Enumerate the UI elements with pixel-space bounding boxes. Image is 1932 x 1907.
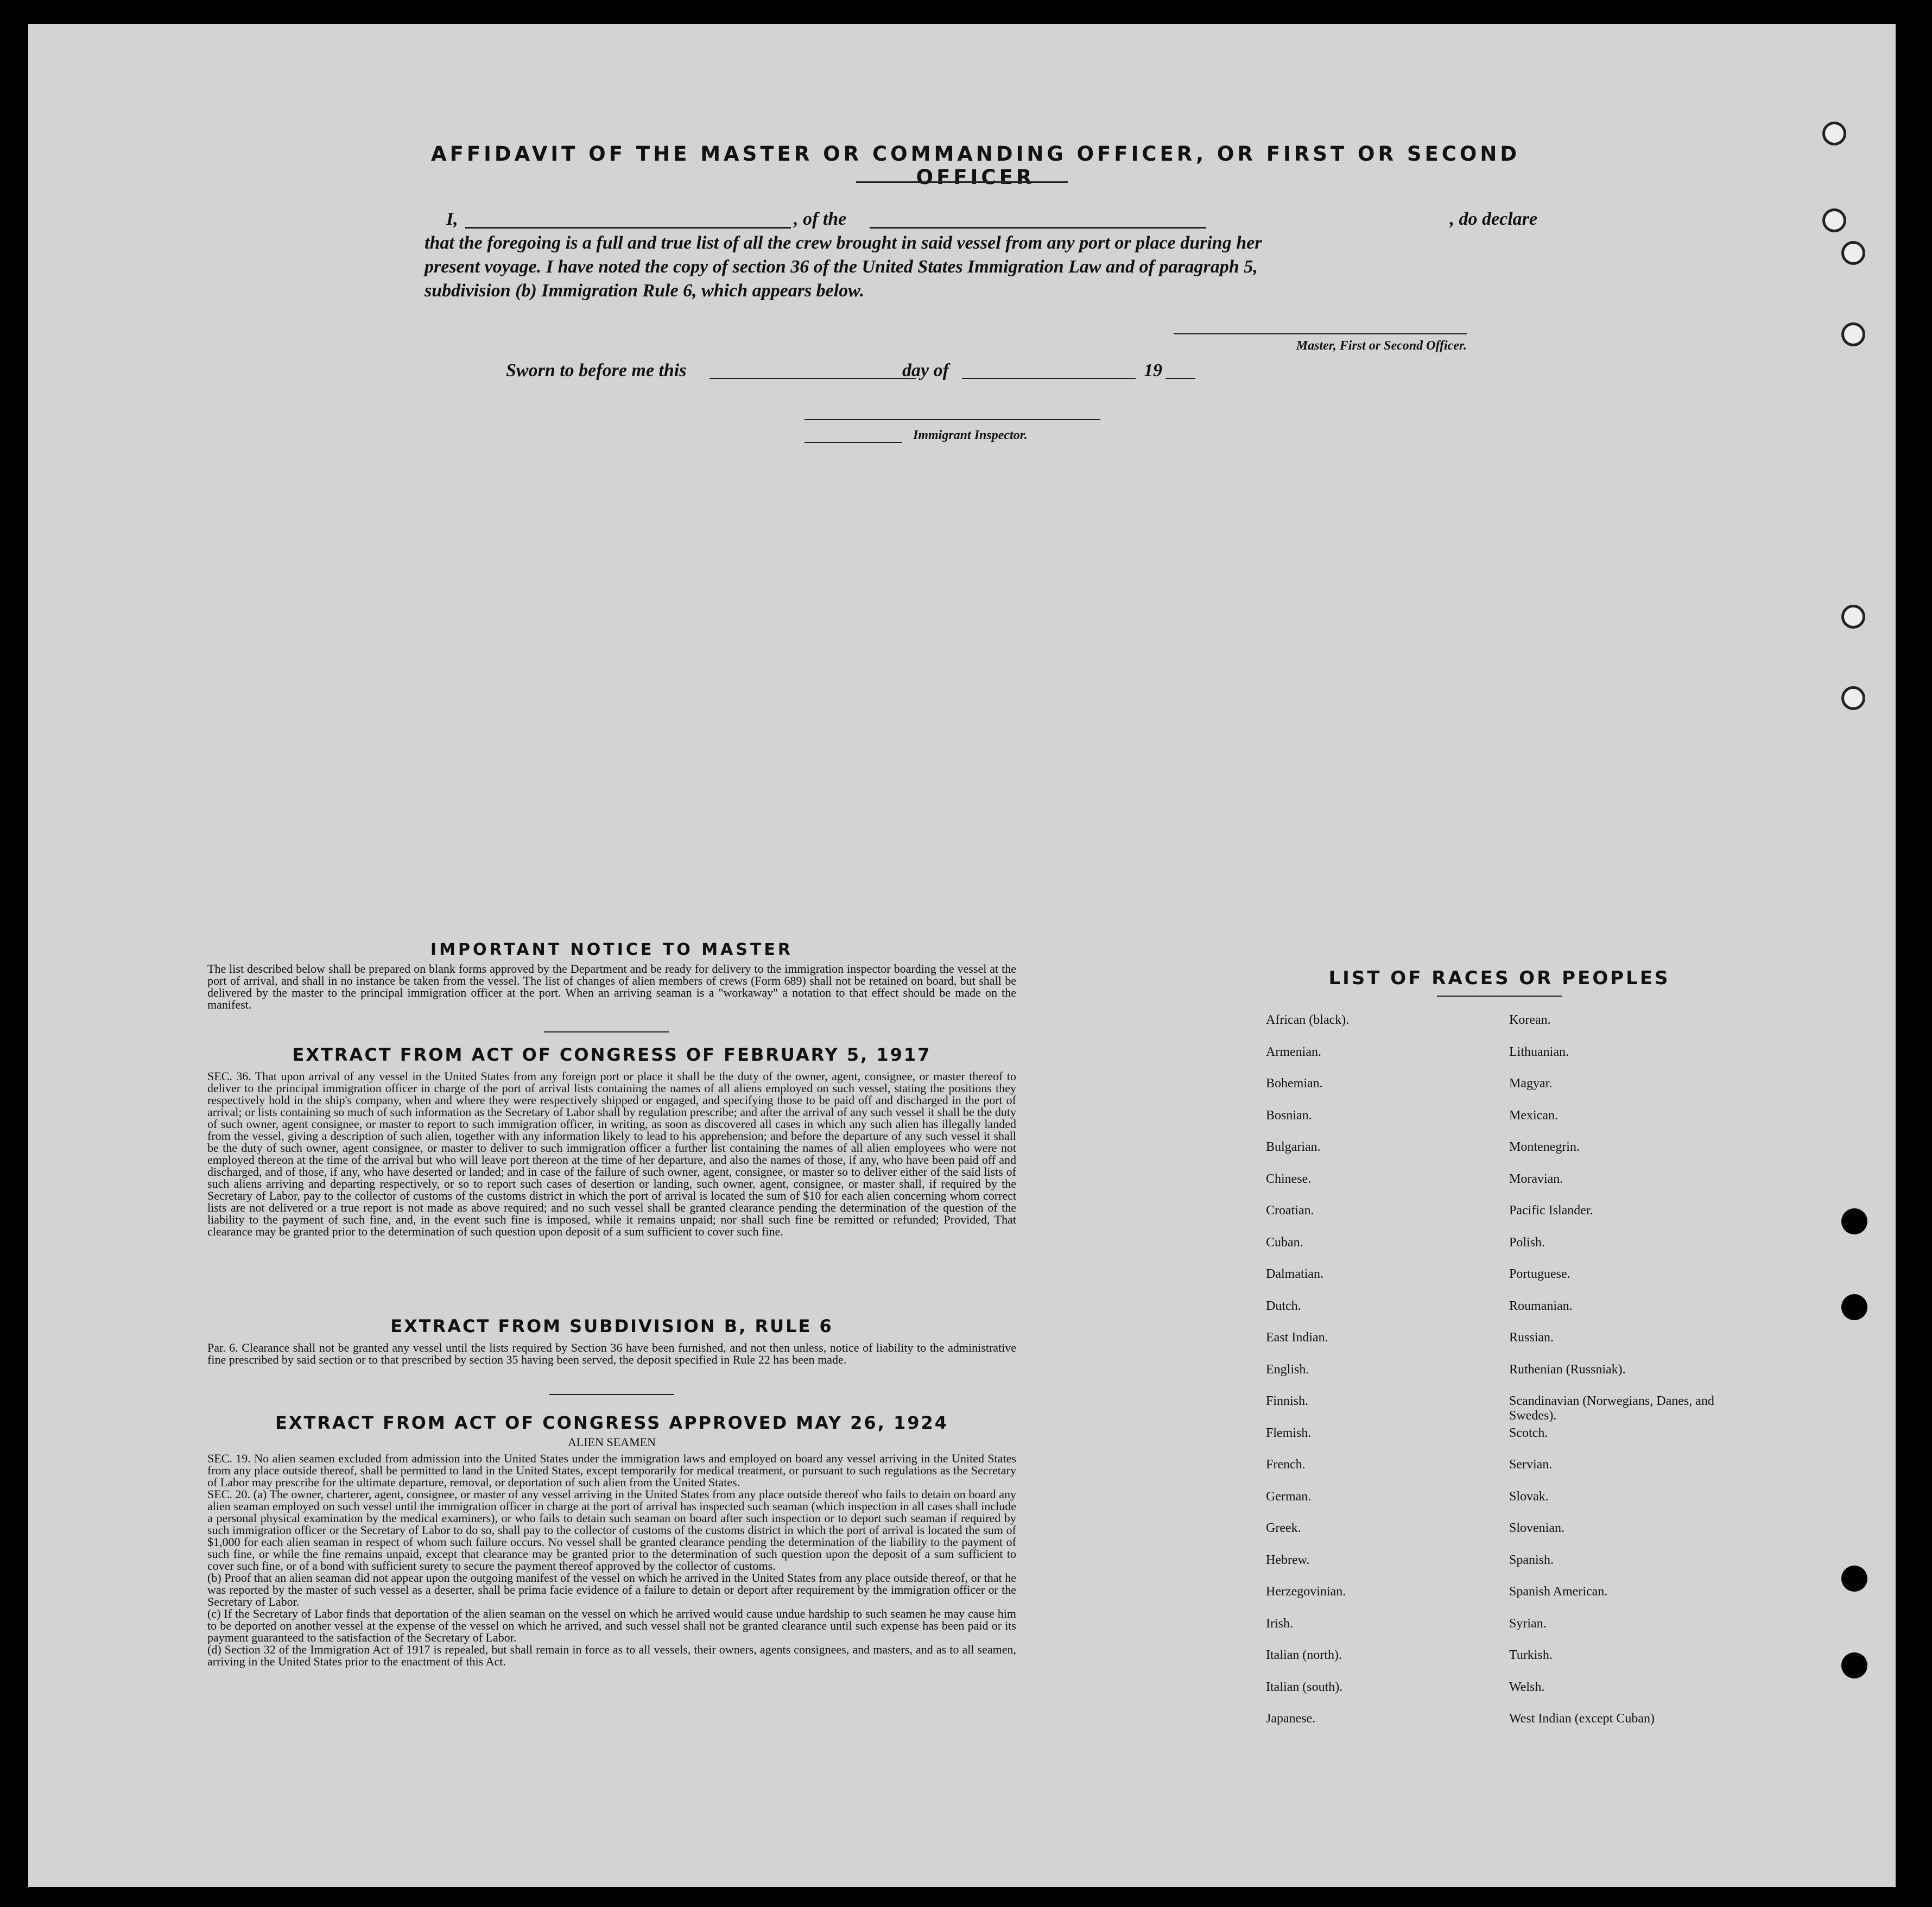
binder-hole (1841, 241, 1865, 265)
race-item: Montenegrin. (1509, 1140, 1580, 1154)
race-item: Croatian. (1266, 1203, 1314, 1218)
race-item: East Indian. (1266, 1331, 1328, 1345)
signature-label: Master, First or Second Officer. (1296, 339, 1467, 353)
binder-hole (1841, 605, 1865, 629)
race-item: Finnish. (1266, 1394, 1309, 1408)
sec20b-paragraph: (b) Proof that an alien seaman did not appear upon the outgoing manifest of the vessel on which he arrived in the United States from any place outside thereof, or that he was reported by the master of such vessel as a deserter, shall be prima facie evidence of a failure to detain or deport after requirement by the immigration officer or the Secretary of Labor. (207, 1571, 1016, 1608)
race-item: Dalmatian. (1266, 1267, 1323, 1281)
blank-line (1165, 378, 1195, 379)
sec20c-paragraph: (c) If the Secretary of Labor finds that deportation of the alien seaman on the vessel on which he arrived would cause undue hardship to such seamen he may cause him to be deported on another vessel at the expense of the vessel on which he arrived, and such vessel shall not be granted clearance until such expense has been paid or its payment guaranteed to the satisfaction of the Secretary of Labor. (207, 1607, 1016, 1644)
race-item: Italian (north). (1266, 1648, 1342, 1662)
race-item: Flemish. (1266, 1426, 1312, 1440)
race-item: Bohemian. (1266, 1076, 1323, 1091)
sec20d-paragraph: (d) Section 32 of the Immigration Act of 1917 is repealed, but shall remain in force as to all vessels, their owners, agents consignees, and masters, and as to all seamen, arriving in the United States prior to the enactment of this Act. (207, 1643, 1016, 1668)
race-item: Portuguese. (1509, 1267, 1570, 1281)
affidavit-line4: subdivision (b) Immigration Rule 6, which appears below. (425, 281, 865, 301)
affidavit-title: AFFIDAVIT OF THE MASTER OR COMMANDING OFFICER, OR FIRST OR SECOND OFFICER (430, 142, 1521, 189)
binder-hole (1822, 208, 1846, 232)
binder-hole (1841, 322, 1865, 346)
race-item: Japanese. (1266, 1712, 1316, 1726)
race-item: Lithuanian. (1509, 1044, 1569, 1059)
race-item: Scandinavian (Norwegians, Danes, and Swedes). (1509, 1394, 1714, 1423)
race-item: Turkish. (1509, 1648, 1553, 1662)
race-item: Bosnian. (1266, 1108, 1312, 1123)
extract-1917-body: SEC. 36. That upon arrival of any vessel in the United States from any foreign port or place it shall be the duty of the owner, agent, consignee, or master thereof to deliver to the principal immigration officer in charge of the port of arrival lists containing the names of all aliens employed on such vessel, stating the positions they respectively hold in the ship's company, when and where they were respectively shipped or engaged, and specifying those to be paid off and discharged in the port of arrival; or lists containing so much of such information as the Secretary of Labor shall by regulation prescribe; and after the arrival of any such vessel it shall be the duty of such owner, agent consignee, or master to report to such immigration officer, in writing, as soon as discovered all cases in which any such alien has illegally landed from the vessel, giving a description of such alien, together with any information likely to lead to his apprehension; and before the departure of any such vessel it shall be the duty of such owner, agent consignee, or master to deliver to such immigration officer a further list containing the names of all alien employees who were not employed thereon at the time of the arrival but who will leave port thereon at the time of her departure, and also the names of those, if any, who have been paid off and discharged, and of those, if any, who have deserted or landed; and in case of the failure of such owner, agent, consignee, or master so to deliver either of the said lists of such aliens arriving and departing respectively, or so to report such cases of desertion or landing, such owner, agent, consignee, or master shall, if required by the Secretary of Labor, pay to the collector of customs of the customs district in which the port of arrival is located the sum of $10 for each alien concerning whom correct lists are not delivered or a true report is not made as above required; and no such vessel shall be granted clearance pending the determination of the question of the liability to the payment of such fine, and, in the event such fine is imposed, while it remains unpaid; nor shall such fine be remitted or refunded; Provided, That clearance may be granted prior to the determination of such question upon deposit of a sum sufficient to cover such fine. (207, 1069, 1016, 1238)
notice-body: The list described below shall be prepared on blank forms approved by the Department and be ready for delivery to the immigration inspector boarding the vessel at the port of arrival, and shall in no instance be taken from the vessel. The list of changes of alien members of crews (Form 689) shall not be retained on board, but shall be delivered by the master to the principal immigration officer at the port. When an arriving seaman is a "workaway" a notation to that effect should be made on the manifest. (207, 962, 1016, 1011)
section-divider (544, 1031, 669, 1032)
race-item: Cuban. (1266, 1235, 1303, 1250)
race-item: African (black). (1266, 1013, 1350, 1027)
punch-hole (1841, 1566, 1867, 1592)
punch-hole (1841, 1294, 1867, 1320)
affidavit-line1-mid: , of the (794, 209, 847, 229)
inspector-signature-line (805, 419, 1100, 420)
race-item: Dutch. (1266, 1298, 1301, 1313)
sworn-day: day of (902, 360, 949, 381)
affidavit-statement (425, 207, 1537, 303)
race-item: Slovak. (1509, 1489, 1549, 1504)
extract-1924-text (207, 1453, 1016, 1668)
title-underline (856, 181, 1068, 183)
race-item: Greek. (1266, 1521, 1301, 1535)
blank-line (710, 378, 916, 379)
race-item: Welsh. (1509, 1680, 1545, 1694)
race-item: Pacific Islander. (1509, 1203, 1593, 1218)
sworn-statement: Sworn to before me this (506, 360, 687, 381)
race-item: Korean. (1509, 1013, 1551, 1027)
punch-hole (1841, 1208, 1867, 1234)
extract-1924-title: EXTRACT FROM ACT OF CONGRESS APPROVED MAY 26, 1924 (275, 1412, 949, 1433)
punch-hole (1841, 1652, 1867, 1678)
extract-rule6-title: EXTRACT FROM SUBDIVISION B, RULE 6 (390, 1316, 833, 1336)
race-item: German. (1266, 1489, 1312, 1504)
notice-title: IMPORTANT NOTICE TO MASTER (430, 940, 793, 959)
race-item: Hebrew. (1266, 1553, 1310, 1567)
blank-line (962, 378, 1136, 379)
signature-line (1174, 333, 1467, 334)
extract-rule6-body: Par. 6. Clearance shall not be granted any vessel until the lists required by Section 36 have been furnished, and not then unless, notice of liability to the administrative fine prescribed by said section or to that prescribed by section 35 having been served, the deposit specified in Rule 22 has been made. (207, 1341, 1016, 1366)
document-page (28, 24, 1896, 1887)
race-item: Russian. (1509, 1331, 1554, 1345)
race-item: Spanish American. (1509, 1585, 1608, 1599)
extract-1917-title: EXTRACT FROM ACT OF CONGRESS OF FEBRUARY 5, 1917 (292, 1044, 932, 1065)
race-item: Italian (south). (1266, 1680, 1343, 1694)
races-title-underline (1437, 996, 1562, 997)
sec20a-paragraph: SEC. 20. (a) The owner, charterer, agent, consignee, or master of any vessel arriving in the United States from any place outside thereof who fails to detain on board any alien seaman employed on such vessel until the immigration officer in charge at the port of arrival has inspected such seaman (which inspection in all cases shall include a personal physical examination by the medical examiners), or who fails to detain such seaman on board after such inspection or to deport such seaman if required by such immigration officer or the Secretary of Labor to do so, shall pay to the collector of customs of the customs district in which the port of arrival is located the sum of $1,000 for each alien seaman in respect of whom such failure occurs. No vessel shall be granted clearance pending the determination of the liability to the payment of such fine, or while the fine remains unpaid, except that clearance may be granted prior to the determination of such question upon the deposit of a sum sufficient to cover such fine, or of a bond with sufficient surety to secure the payment thereof approved by the collector of customs. (207, 1487, 1016, 1573)
race-item: Herzegovinian. (1266, 1585, 1346, 1599)
race-item: Moravian. (1509, 1171, 1563, 1186)
race-item: Polish. (1509, 1235, 1545, 1250)
affidavit-line1-start: I, (446, 209, 458, 229)
blank-line (870, 227, 1206, 229)
race-item: Magyar. (1509, 1076, 1553, 1091)
race-item: Slovenian. (1509, 1521, 1564, 1535)
race-item: Ruthenian (Russniak). (1509, 1362, 1626, 1377)
binder-hole (1822, 122, 1846, 145)
inspector-label: Immigrant Inspector. (913, 428, 1028, 442)
extract-1924-subtitle: ALIEN SEAMEN (568, 1435, 656, 1449)
race-item: French. (1266, 1458, 1306, 1472)
race-item: West Indian (except Cuban) (1509, 1712, 1655, 1726)
race-item: Roumanian. (1509, 1298, 1573, 1313)
races-title: LIST OF RACES OR PEOPLES (1328, 967, 1670, 989)
race-item: Spanish. (1509, 1553, 1554, 1567)
race-item: Irish. (1266, 1616, 1293, 1631)
race-item: Servian. (1509, 1458, 1553, 1472)
section-divider (549, 1394, 674, 1395)
binder-hole (1841, 686, 1865, 710)
affidavit-line1-end: , do declare (1449, 209, 1537, 229)
race-item: Mexican. (1509, 1108, 1558, 1123)
race-item: Bulgarian. (1266, 1140, 1321, 1154)
blank-line (805, 442, 902, 443)
race-item: Syrian. (1509, 1616, 1547, 1631)
blank-line (465, 227, 791, 229)
race-item: English. (1266, 1362, 1309, 1377)
race-item: Armenian. (1266, 1044, 1321, 1059)
sworn-year: 19 (1144, 360, 1162, 381)
affidavit-line3: present voyage. I have noted the copy of section 36 of the United States Immigration Law and of paragraph 5, (425, 257, 1258, 277)
race-item: Scotch. (1509, 1426, 1548, 1440)
affidavit-line2: that the foregoing is a full and true list of all the crew brought in said vessel from any port or place during her (425, 233, 1262, 253)
sec19-paragraph: SEC. 19. No alien seamen excluded from admission into the United States under the immigration laws and employed on board any vessel arriving in the United States from any place outside thereof, shall be permitted to land in the United States, except temporarily for medical treatment, or pursuant to such regulations as the Secretary of Labor may prescribe for the ultimate departure, removal, or deportation of such alien from the United States. (207, 1452, 1016, 1489)
race-item: Chinese. (1266, 1171, 1312, 1186)
